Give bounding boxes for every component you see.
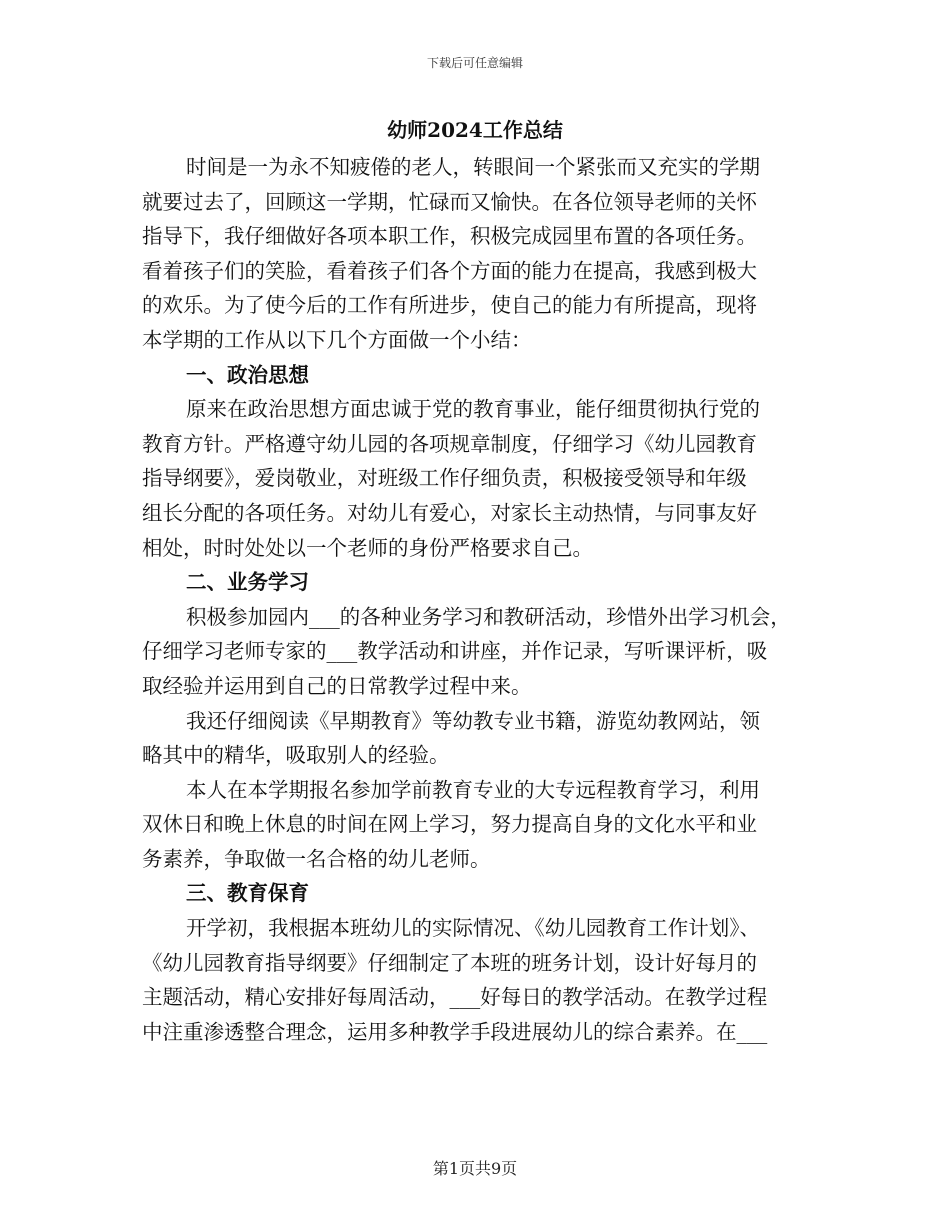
paragraph-line: 取经验并运用到自己的日常教学过程中来。: [142, 673, 532, 698]
paragraph-line: 积极参加园内___的各种业务学习和教研活动，珍惜外出学习机会，: [186, 604, 791, 629]
document-title: 幼师2024工作总结: [387, 118, 563, 142]
paragraph-line: 仔细学习老师专家的___教学活动和讲座，并作记录，写听课评析，吸: [142, 639, 768, 664]
paragraph-line: 开学初，我根据本班幼儿的实际情况、《幼儿园教育工作计划》、: [186, 916, 760, 941]
paragraph-line: 时间是一为永不知疲倦的老人，转眼间一个紧张而又充实的学期: [186, 155, 760, 179]
paragraph-line: 本人在本学期报名参加学前教育专业的大专远程教育学习，利用: [186, 777, 760, 802]
document-body: [142, 150, 822, 1049]
paragraph-line: 双休日和晚上休息的时间在网上学习，努力提高自身的文化水平和业: [142, 812, 757, 837]
paragraph-line: 我还仔细阅读《早期教育》等幼教专业书籍，游览幼教网站，领: [186, 708, 760, 733]
paragraph-line: 指导下，我仔细做好各项本职工作，积极完成园里布置的各项任务。: [142, 224, 757, 249]
paragraph-line: 组长分配的各项任务。对幼儿有爱心，对家长主动热情，与同事友好: [142, 500, 757, 525]
page-footer: 第1页共9页: [432, 1159, 518, 1178]
section-heading: 二、业务学习: [186, 570, 309, 595]
page-header: 下载后可任意编辑: [426, 56, 523, 70]
paragraph-line: 相处，时时处处以一个老师的身份严格要求自己。: [142, 535, 593, 560]
section-heading: 一、政治思想: [186, 362, 309, 387]
paragraph-line: 本学期的工作从以下几个方面做一个小结：: [142, 327, 532, 352]
paragraph-line: 就要过去了，回顾这一学期，忙碌而又愉快。在各位领导老师的关怀: [142, 189, 757, 214]
paragraph-line: 指导纲要》，爱岗敬业，对班级工作仔细负责，积极接受领导和年级: [142, 466, 747, 491]
paragraph-line: 中注重渗透整合理念，运用多种教学手段进展幼儿的综合素养。在___: [142, 1019, 768, 1044]
paragraph-line: 原来在政治思想方面忠诚于党的教育事业，能仔细贯彻执行党的: [186, 397, 760, 422]
paragraph-line: 的欢乐。为了使今后的工作有所进步，使自己的能力有所提高，现将: [142, 293, 757, 318]
paragraph-line: 略其中的精华，吸取别人的经验。: [142, 743, 450, 768]
paragraph-line: 务素养，争取做一名合格的幼儿老师。: [142, 846, 491, 871]
paragraph-line: 教育方针。严格遵守幼儿园的各项规章制度，仔细学习《幼儿园教育: [142, 431, 757, 456]
paragraph-line: 看着孩子们的笑脸，看着孩子们各个方面的能力在提高，我感到极大: [142, 258, 757, 283]
section-heading: 三、教育保育: [186, 881, 309, 906]
paragraph-line: 主题活动，精心安排好每周活动，___好每日的教学活动。在教学过程: [142, 985, 768, 1010]
paragraph-line: 《幼儿园教育指导纲要》仔细制定了本班的班务计划，设计好每月的: [142, 950, 757, 975]
